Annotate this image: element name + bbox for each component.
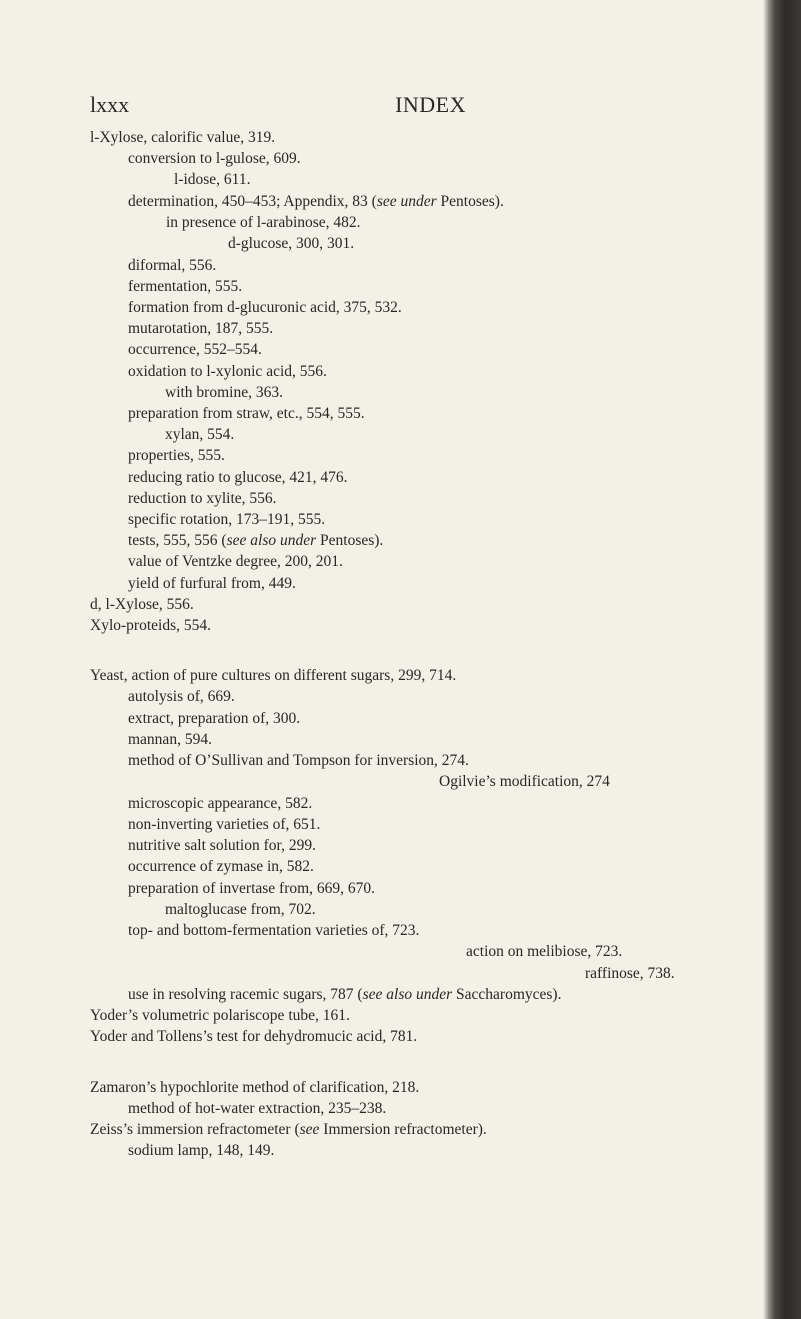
- index-entry: in presence of l-arabinose, 482.: [166, 214, 361, 231]
- index-entry: conversion to l-gulose, 609.: [128, 150, 301, 167]
- entry-text: Zeiss’s immersion refractometer (: [90, 1121, 300, 1138]
- index-entry: top- and bottom-fermentation varieties of, 723.: [128, 922, 420, 939]
- index-entry: Yoder and Tollens’s test for dehydromucic acid, 781.: [90, 1028, 418, 1045]
- index-entry: Yoder’s volumetric polariscope tube, 161.: [90, 1007, 350, 1024]
- entry-text: tests, 555, 556 (: [128, 532, 227, 549]
- index-entry: properties, 555.: [128, 447, 225, 464]
- entry-text: Immersion refractometer).: [319, 1121, 487, 1138]
- index-entry: method of hot-water extraction, 235–238.: [128, 1100, 387, 1117]
- index-entry: preparation of invertase from, 669, 670.: [128, 880, 376, 897]
- page-title: INDEX: [395, 92, 466, 117]
- index-entry: sodium lamp, 148, 149.: [128, 1142, 275, 1159]
- index-entry: reduction to xylite, 556.: [128, 490, 277, 507]
- index-entry: preparation from straw, etc., 554, 555.: [128, 405, 365, 422]
- index-entry: yield of furfural from, 449.: [128, 575, 296, 592]
- index-entry: fermentation, 555.: [128, 278, 243, 295]
- page-binding-edge: [763, 0, 801, 1319]
- index-entry: [128, 531, 383, 551]
- index-entry: action on melibiose, 723.: [466, 943, 623, 960]
- index-entry: diformal, 556.: [128, 257, 217, 274]
- index-entry: oxidation to l-xylonic acid, 556.: [128, 363, 327, 380]
- index-entry: xylan, 554.: [165, 426, 235, 443]
- index-entry: method of O’Sullivan and Tompson for inversion, 274.: [128, 752, 469, 769]
- index-entry: formation from d-glucuronic acid, 375, 532.: [128, 299, 402, 316]
- index-entry: [128, 192, 504, 212]
- entry-text: use in resolving racemic sugars, 787 (: [128, 986, 363, 1003]
- index-entry: [90, 1120, 487, 1140]
- index-entry: autolysis of, 669.: [128, 688, 235, 705]
- index-entry: nutritive salt solution for, 299.: [128, 837, 316, 854]
- index-entry: l-Xylose, calorific value, 319.: [90, 129, 276, 146]
- cross-reference-italic: see also under: [362, 986, 453, 1003]
- index-entry: specific rotation, 173–191, 555.: [128, 511, 326, 528]
- index-entry: maltoglucase from, 702.: [165, 901, 316, 918]
- entry-text: Saccharomyces).: [452, 986, 562, 1003]
- index-entry: occurrence of zymase in, 582.: [128, 858, 314, 875]
- cross-reference-italic: see: [299, 1121, 320, 1138]
- index-entry: value of Ventzke degree, 200, 201.: [128, 553, 343, 570]
- index-entry: occurrence, 552–554.: [128, 341, 262, 358]
- page-header: [90, 92, 466, 120]
- entry-text: determination, 450–453; Appendix, 83 (: [128, 193, 377, 210]
- cross-reference-italic: see also under: [226, 532, 317, 549]
- index-entry: Xylo-proteids, 554.: [90, 617, 211, 634]
- index-entry: mannan, 594.: [128, 731, 212, 748]
- index-entry: non-inverting varieties of, 651.: [128, 816, 321, 833]
- index-entry: Yeast, action of pure cultures on different sugars, 299, 714.: [90, 667, 457, 684]
- index-entry: reducing ratio to glucose, 421, 476.: [128, 469, 348, 486]
- entry-text: Pentoses).: [316, 532, 384, 549]
- index-entry: Ogilvie’s modification, 274: [439, 773, 610, 790]
- index-entry: l-idose, 611.: [174, 171, 251, 188]
- index-entry: raffinose, 738.: [585, 965, 675, 982]
- entry-text: Pentoses).: [436, 193, 504, 210]
- index-entry: microscopic appearance, 582.: [128, 795, 313, 812]
- page-number: lxxx: [90, 92, 130, 117]
- index-entry: Zamaron’s hypochlorite method of clarification, 218.: [90, 1079, 420, 1096]
- index-entry: d, l-Xylose, 556.: [90, 596, 194, 613]
- index-entry: [128, 985, 561, 1005]
- cross-reference-italic: see under: [376, 193, 437, 210]
- index-entry: with bromine, 363.: [165, 384, 283, 401]
- index-entry: d-glucose, 300, 301.: [228, 235, 355, 252]
- index-entry: extract, preparation of, 300.: [128, 710, 301, 727]
- index-entry: mutarotation, 187, 555.: [128, 320, 274, 337]
